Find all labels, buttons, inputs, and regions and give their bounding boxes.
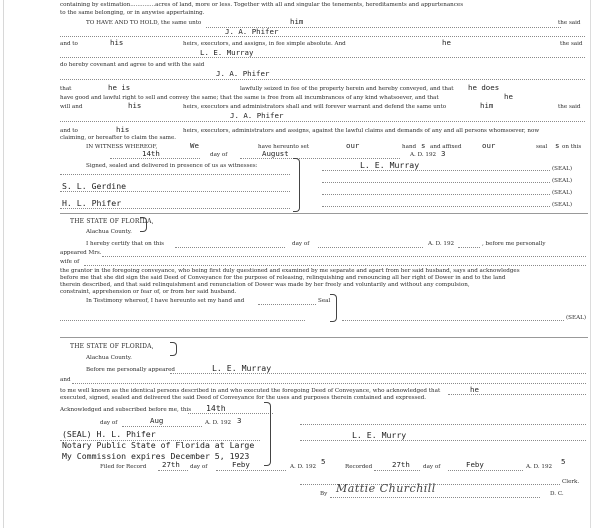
typed-him: him	[290, 17, 304, 26]
fill-line	[318, 247, 423, 248]
ack2-state: THE STATE OF FLORIDA,	[70, 343, 154, 350]
fill-line	[110, 158, 200, 159]
seal-label: (SEAL)	[552, 202, 573, 208]
fill-line	[72, 383, 586, 384]
left-margin-line	[3, 0, 4, 528]
typed-recorded-month: Feby	[466, 460, 484, 469]
fill-line	[374, 470, 420, 471]
fill-line	[122, 426, 202, 427]
ack2-ad: A. D. 192	[205, 420, 232, 426]
deed-ad: A. D. 192	[410, 152, 437, 158]
typed-day: 14th	[142, 149, 160, 158]
deed-good-right: have good and lawful right to sell and convey the same; that the same is free from all incumbrances of any kind whatsoever, and that	[60, 95, 439, 101]
fill-line	[448, 394, 586, 395]
typed-he-is: he is	[108, 83, 131, 92]
typed-his: his	[110, 38, 124, 47]
deed-the-said: the said	[558, 104, 581, 110]
ack1-seal-word: Seal	[318, 298, 331, 304]
deed-and-to: and to	[60, 41, 78, 47]
deed-claiming: claiming, or hereafter to claim the same.	[60, 135, 177, 141]
typed-recorded-year: 5	[561, 457, 566, 466]
ack2-filed: Filed for Record	[100, 464, 147, 470]
fill-line	[60, 320, 305, 321]
typed-witness-2: H. L. Phifer	[62, 198, 122, 208]
ack1-wife-of: wife of	[60, 259, 80, 265]
deed-the-said: the said	[558, 20, 581, 26]
ack1-para-4: constraint, apprehension or fear of, or from her said husband.	[60, 289, 237, 295]
clerk-label: Clerk.	[562, 479, 580, 485]
fill-line	[60, 79, 585, 80]
typed-his: his	[128, 101, 142, 110]
witness-bracket	[293, 158, 300, 212]
ack1-para-1: the grantor in the foregoing conveyance, who being first duly questioned and examined by me separate and apart from her said husband, says and acknowledges	[60, 268, 520, 274]
typed-ack-year: 3	[237, 416, 242, 425]
typed-our: our	[482, 141, 496, 150]
ack1-para-3: therein described, and that said relinquishment and renunciation of Dower was made by her freely and voluntarily and without any compulsion,	[60, 282, 470, 288]
ack2-recorded: Recorded	[345, 464, 373, 470]
ack2-county: Alachua County.	[86, 355, 132, 361]
ack1-para-2: before me that she did sign the said Deed of Conveyance for the purpose of releasing, relinquishing and renouncing all her right of Dower in and to the land	[60, 275, 506, 281]
deed-line-containing: containing by estimation..............acres of land, more or less. Together with all and singular the tenements, hereditaments and appurtenances	[60, 2, 464, 8]
signature-line	[322, 182, 550, 183]
ack2-para-2: executed, signed, sealed and delivered the said Deed of Conveyance for the uses and purposes therein contained and expressed.	[60, 395, 427, 401]
ack2-recorded-day-of: day of	[423, 464, 441, 470]
typed-grantee: J. A. Phifer	[225, 27, 279, 36]
seal-bracket	[330, 294, 337, 322]
fill-line	[175, 247, 285, 248]
typed-we: We	[190, 141, 199, 150]
fill-line	[60, 36, 585, 37]
typed-grantee: J. A. Phifer	[216, 69, 270, 78]
typed-him: him	[480, 101, 494, 110]
fill-line	[258, 304, 316, 305]
right-margin-line	[590, 0, 591, 528]
fill-line	[102, 256, 586, 257]
typed-witness-1: S. L. Gerdine	[62, 181, 127, 191]
typed-filed-year: 5	[321, 457, 326, 466]
ack2-day-of: day of	[100, 420, 118, 426]
ack2-and: and	[60, 377, 71, 383]
typed-he: he	[470, 385, 479, 394]
ack2-filed-ad: A. D. 192	[290, 464, 317, 470]
typed-s: s	[421, 141, 426, 150]
ack2-subscribed: Acknowledged and subscribed before me, this	[60, 407, 192, 413]
signature-line	[322, 206, 550, 207]
typed-he: he	[442, 38, 451, 47]
seal-label: (SEAL)	[566, 315, 587, 321]
witness-line	[60, 174, 290, 175]
ack1-appeared: appeared Mrs.	[60, 250, 102, 256]
by-label: By	[320, 491, 328, 497]
typed-notary-seal: (SEAL) H. L. Phifer	[62, 429, 156, 439]
typed-ack-day: 14th	[206, 403, 226, 413]
ack2-recorded-ad: A. D. 192	[526, 464, 553, 470]
fill-line	[84, 265, 586, 266]
deed-will-and: will and	[60, 104, 83, 110]
signature-line	[300, 440, 586, 441]
notary-bracket	[264, 402, 271, 466]
typed-recorded-day: 27th	[392, 460, 410, 469]
deed-lawful-claims: heirs, executors, administrators and assigns, against the lawful claims and demands of any and all persons whomsoever, now	[183, 128, 540, 134]
typed-ack-month: Aug	[150, 416, 164, 425]
typed-month: August	[262, 149, 289, 158]
state-bracket	[140, 217, 147, 232]
deputy-clerk-line	[330, 497, 540, 498]
fill-line	[60, 57, 585, 58]
deed-seal: seal	[536, 144, 548, 150]
ack1-certify: I hereby certify that on this	[86, 241, 165, 247]
deed-the-said: the said	[560, 41, 583, 47]
deed-to-have: TO HAVE AND TO HOLD, the same unto	[86, 20, 202, 26]
ack1-county: Alachua County.	[86, 229, 132, 235]
ack2-para-1: to me well known as the identical persons described in and who executed the foregoing Deed of Conveyance, who acknowledged that	[60, 388, 441, 394]
section-separator	[60, 337, 588, 338]
deed-day-of: day of	[210, 152, 228, 158]
fill-line	[158, 470, 188, 471]
ack1-before-me: , before me personally	[482, 241, 546, 247]
deed-covenant: do hereby covenant and agree to and with the said	[60, 62, 205, 68]
deed-hand: hand	[402, 144, 417, 150]
typed-filed-month: Feby	[232, 460, 250, 469]
signature-line	[322, 170, 550, 171]
ack1-day-of: day of	[292, 241, 310, 247]
ack1-state: THE STATE OF FLORIDA,	[70, 218, 154, 225]
deed-lawfully-seized: lawfully seized in fee of the property herein and hereby conveyed, and that	[240, 86, 454, 92]
ack2-before-me: Before me personally appeared	[86, 367, 175, 373]
deed-and-to: and to	[60, 128, 78, 134]
fill-line	[240, 158, 400, 159]
typed-he-does: he does	[468, 83, 500, 92]
typed-grantee: J. A. Phifer	[230, 111, 284, 120]
typed-notary-title: Notary Public State of Florida at Large	[62, 440, 255, 450]
dc-label: D. C.	[550, 491, 564, 497]
typed-he: he	[504, 92, 513, 101]
ack1-ad: A. D. 192	[428, 241, 455, 247]
deed-warrant: heirs, executors and administrators shall and will forever warrant and defend the same unto	[183, 104, 447, 110]
deed-hereunto-set: have hereunto set	[258, 144, 310, 150]
deed-witness-whereof: IN WITNESS WHEREOF,	[86, 144, 158, 150]
deed-that: that	[60, 86, 72, 92]
signature-line	[322, 194, 550, 195]
typed-grantor: L. E. Murray	[200, 48, 254, 57]
witness-line	[60, 191, 290, 192]
deed-signed-sealed: Signed, sealed and delivered in presence of us as witnesses:	[86, 163, 258, 169]
typed-s: s	[555, 141, 560, 150]
signature-line	[342, 320, 564, 321]
ack1-testimony: In Testimony whereof, I have hereunto set my hand and	[86, 298, 245, 304]
witness-line	[60, 208, 290, 209]
deed-heirs-fee: heirs, executors, and assigns, in fee simple absolute. And	[183, 41, 346, 47]
seal-label: (SEAL)	[552, 178, 573, 184]
typed-signer: L. E. Murry	[352, 430, 407, 440]
typed-commission: My Commission expires December 5, 1923	[62, 451, 250, 461]
seal-label: (SEAL)	[552, 190, 573, 196]
deed-line-belonging: to the same belonging, or in anywise appertaining.	[60, 10, 205, 16]
fill-line	[188, 413, 273, 414]
typed-our: our	[346, 141, 360, 150]
typed-appeared-person: L. E. Murray	[212, 363, 272, 373]
deed-on-this: on this	[562, 144, 582, 150]
typed-signer: L. E. Murray	[360, 160, 420, 170]
fill-line	[216, 470, 286, 471]
deputy-clerk-signature: Mattie Churchill	[336, 482, 436, 495]
seal-label: (SEAL)	[552, 166, 573, 172]
section-separator	[60, 213, 588, 214]
fill-line	[448, 470, 523, 471]
ack2-filed-day-of: day of	[190, 464, 208, 470]
deed-affixed: and affixed	[430, 144, 462, 150]
typed-filed-day: 27th	[162, 460, 180, 469]
state-bracket	[170, 342, 177, 356]
fill-line	[60, 121, 585, 122]
fill-line	[458, 247, 480, 248]
signature-line	[300, 424, 586, 425]
typed-his: his	[116, 125, 130, 134]
fill-line	[170, 373, 586, 374]
typed-year: 3	[441, 149, 446, 158]
